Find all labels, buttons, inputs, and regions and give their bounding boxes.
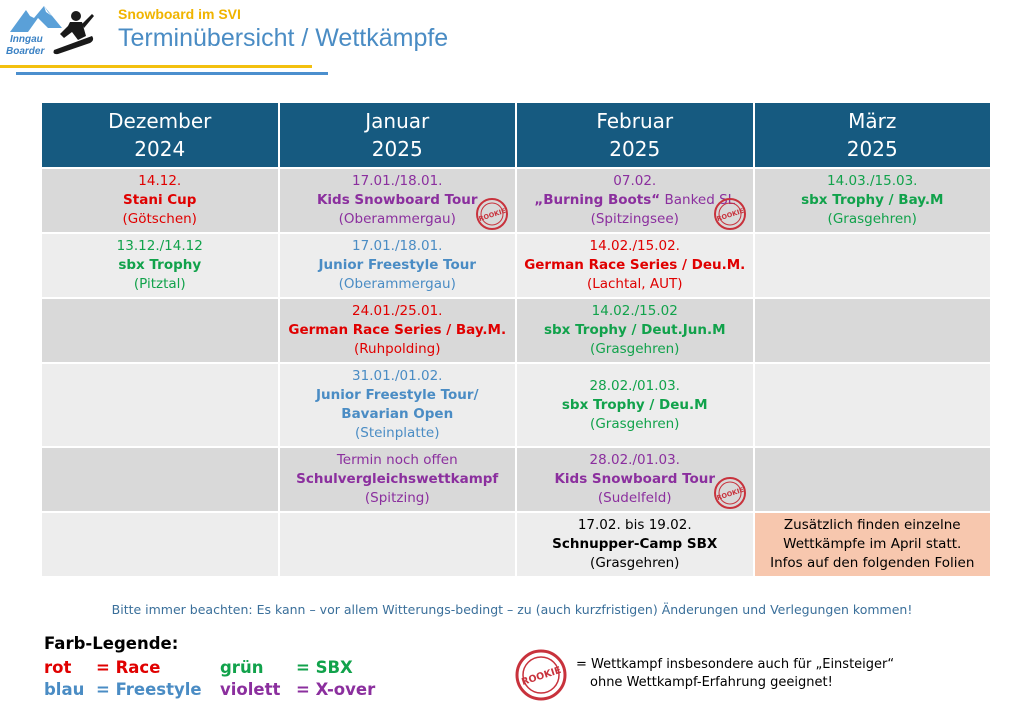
legend-row bbox=[44, 657, 375, 679]
event-cell bbox=[516, 233, 754, 298]
event-date: 28.02./01.03. bbox=[589, 452, 680, 468]
inngau-boarder-logo bbox=[4, 2, 96, 60]
month-year: 2025 bbox=[609, 137, 661, 161]
rookie-explanation-line: = Wettkampf insbesondere auch für „Einsteiger“ bbox=[576, 657, 895, 672]
event-cell bbox=[41, 233, 279, 298]
event-location: (Spitzingsee) bbox=[590, 211, 679, 227]
rookie-stamp-icon bbox=[475, 197, 509, 231]
event-date: 17.02. bis 19.02. bbox=[577, 517, 692, 533]
event-date: 14.02./15.02 bbox=[591, 303, 678, 319]
schedule-row bbox=[41, 512, 991, 577]
event-cell bbox=[279, 168, 517, 233]
legend-label: = Freestyle bbox=[96, 680, 202, 699]
event-date: 13.12./14.12 bbox=[116, 238, 203, 254]
event-date: 07.02. bbox=[613, 173, 657, 189]
event-name-text: Junior Freestyle Tour/ bbox=[316, 387, 479, 403]
schedule-body bbox=[41, 168, 991, 577]
event-cell bbox=[279, 233, 517, 298]
event-date: Termin noch offen bbox=[336, 452, 458, 468]
legend-color-word: rot bbox=[44, 658, 72, 677]
event-location: (Oberammergau) bbox=[338, 276, 456, 292]
event-cell bbox=[279, 447, 517, 512]
legend-color-word: blau bbox=[44, 680, 85, 699]
event-cell bbox=[516, 363, 754, 447]
event-location: (Götschen) bbox=[122, 211, 197, 227]
month-year: 2025 bbox=[846, 137, 898, 161]
rookie-explanation bbox=[576, 656, 894, 692]
event-name bbox=[282, 321, 514, 340]
month-name: Februar bbox=[596, 109, 674, 133]
header-rule-yellow bbox=[0, 65, 312, 68]
event-location: (Grasgehren) bbox=[590, 341, 680, 357]
event-cell bbox=[754, 233, 992, 298]
event-name bbox=[44, 256, 276, 275]
schedule-row bbox=[41, 298, 991, 363]
event-name-text: sbx Trophy / Deu.M bbox=[561, 396, 708, 413]
event-name-text: Stani Cup bbox=[123, 192, 197, 208]
event-name-suffix: Banked SL bbox=[660, 192, 736, 208]
event-date: 14.03./15.03. bbox=[827, 173, 918, 189]
event-name-text: Kids Snowboard Tour bbox=[316, 192, 478, 208]
event-cell bbox=[41, 447, 279, 512]
schedule-row bbox=[41, 168, 991, 233]
legend-color-word: violett bbox=[220, 680, 281, 699]
event-location: (Pitztal) bbox=[133, 276, 186, 292]
legend-row bbox=[44, 679, 375, 701]
event-cell bbox=[279, 298, 517, 363]
schedule-row bbox=[41, 363, 991, 447]
schedule-row bbox=[41, 233, 991, 298]
rookie-stamp-text: ROOKIE bbox=[477, 206, 507, 224]
legend-color-word: grün bbox=[220, 658, 264, 677]
color-legend bbox=[44, 634, 375, 701]
event-name bbox=[519, 535, 751, 554]
event-date: 17.01./18.01. bbox=[352, 238, 443, 254]
event-name bbox=[519, 321, 751, 340]
note-line: Infos auf den folgenden Folien bbox=[770, 555, 975, 571]
event-cell bbox=[754, 363, 992, 447]
page-subtitle: Snowboard im SVI bbox=[118, 6, 241, 22]
event-date: 28.02./01.03. bbox=[589, 377, 680, 394]
event-name-text: „Burning Boots“ bbox=[534, 192, 661, 208]
schedule-table bbox=[40, 101, 992, 578]
rookie-stamp-text: ROOKIE bbox=[715, 206, 745, 224]
event-name-text: sbx Trophy bbox=[118, 257, 202, 273]
schedule-row bbox=[41, 447, 991, 512]
event-name-line2: Bavarian Open bbox=[341, 406, 454, 422]
event-date: 31.01./01.02. bbox=[352, 368, 443, 384]
header-rule-blue bbox=[16, 72, 328, 75]
month-header bbox=[279, 102, 517, 168]
event-name-text: Junior Freestyle Tour bbox=[318, 257, 477, 273]
change-hint: Bitte immer beachten: Es kann – vor allem Witterungs-bedingt – zu (auch kurzfristigen) Änderungen und Verlegungen kommen! bbox=[111, 602, 913, 617]
rookie-stamp-icon bbox=[514, 648, 568, 702]
event-cell bbox=[516, 447, 754, 512]
month-header bbox=[754, 102, 992, 168]
event-name-text: German Race Series / Bay.M. bbox=[288, 322, 507, 338]
event-cell bbox=[754, 298, 992, 363]
month-name: Dezember bbox=[108, 109, 212, 133]
month-year: 2025 bbox=[371, 137, 423, 161]
event-location: (Sudelfeld) bbox=[597, 490, 672, 506]
event-location: (Lachtal, AUT) bbox=[586, 276, 683, 292]
event-location: (Ruhpolding) bbox=[354, 341, 441, 357]
month-header-row bbox=[41, 102, 991, 168]
event-name-text: German Race Series / Deu.M. bbox=[524, 257, 746, 273]
event-cell bbox=[41, 298, 279, 363]
month-name: März bbox=[848, 109, 897, 133]
event-name-text: Schulvergleichswettkampf bbox=[296, 471, 499, 487]
legend-label: = X-over bbox=[296, 680, 376, 699]
legend-label: = Race bbox=[96, 658, 161, 677]
event-date: 24.01./25.01. bbox=[352, 303, 443, 319]
event-location: (Grasgehren) bbox=[590, 415, 680, 432]
legend-title: Farb-Legende: bbox=[44, 634, 179, 653]
page-title: Terminübersicht / Wettkämpfe bbox=[118, 24, 449, 52]
note-line: Wettkämpfe im April statt. bbox=[783, 536, 962, 552]
event-location: (Steinplatte) bbox=[355, 425, 440, 441]
event-date: 17.01./18.01. bbox=[352, 173, 443, 189]
event-cell bbox=[754, 168, 992, 233]
rookie-stamp-icon bbox=[713, 197, 747, 231]
event-cell bbox=[754, 447, 992, 512]
event-cell bbox=[516, 168, 754, 233]
rookie-stamp-text: ROOKIE bbox=[520, 664, 563, 688]
rookie-stamp-icon bbox=[713, 476, 747, 510]
rookie-explanation-line: ohne Wettkampf-Erfahrung geeignet! bbox=[590, 675, 833, 690]
event-name bbox=[519, 396, 751, 415]
logo-text-line2: Boarder bbox=[6, 46, 45, 57]
month-header bbox=[41, 102, 279, 168]
event-location: (Oberammergau) bbox=[338, 211, 456, 227]
event-name bbox=[44, 191, 276, 210]
event-cell bbox=[754, 512, 992, 577]
month-header bbox=[516, 102, 754, 168]
legend-label: = SBX bbox=[296, 658, 353, 677]
event-name-text: sbx Trophy / Bay.M bbox=[801, 192, 944, 208]
month-year: 2024 bbox=[134, 137, 186, 161]
note-line: Zusätzlich finden einzelne bbox=[783, 517, 961, 533]
event-name-text: Schnupper-Camp SBX bbox=[552, 536, 718, 552]
logo-text-line1: Inngau bbox=[10, 34, 43, 45]
month-name: Januar bbox=[365, 109, 430, 133]
event-cell bbox=[41, 512, 279, 577]
event-cell bbox=[41, 168, 279, 233]
event-name-text: Kids Snowboard Tour bbox=[554, 471, 716, 487]
event-location: (Grasgehren) bbox=[827, 211, 917, 227]
rookie-stamp-text: ROOKIE bbox=[715, 485, 745, 503]
event-date: 14.02./15.02. bbox=[589, 238, 680, 254]
event-cell bbox=[516, 298, 754, 363]
event-name-text: sbx Trophy / Deut.Jun.M bbox=[543, 322, 726, 338]
event-name bbox=[282, 386, 514, 405]
event-location: (Grasgehren) bbox=[590, 555, 680, 571]
event-location: (Spitzing) bbox=[364, 490, 430, 506]
event-cell bbox=[279, 363, 517, 447]
event-name bbox=[757, 191, 989, 210]
event-date: 14.12. bbox=[138, 173, 182, 189]
event-name bbox=[282, 470, 514, 489]
event-cell bbox=[41, 363, 279, 447]
event-name bbox=[282, 256, 514, 275]
event-cell bbox=[279, 512, 517, 577]
event-name bbox=[519, 256, 751, 275]
event-cell bbox=[516, 512, 754, 577]
